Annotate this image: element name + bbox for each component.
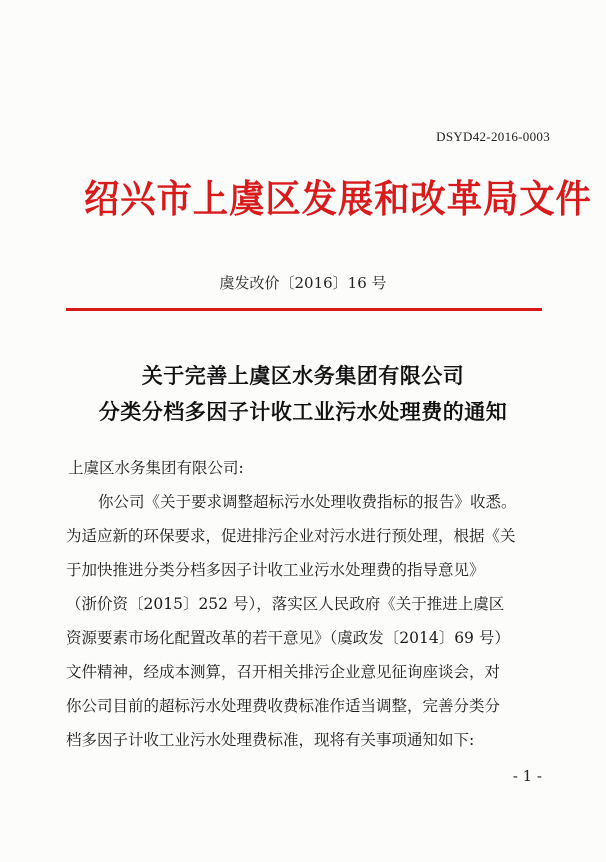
notice-headline-line-2: 分类分档多因子计收工业污水处理费的通知 — [98, 399, 508, 424]
body-text-line: 你公司《关于要求调整超标污水处理收费指标的报告》收悉。 — [98, 493, 517, 511]
body-text-line: 文件精神，经成本测算，召开相关排污企业意见征询座谈会，对 — [66, 663, 501, 681]
notice-headline-line-1: 关于完善上虞区水务集团有限公司 — [141, 363, 465, 388]
body-text-line: （浙价资〔2015〕252 号），落实区人民政府《关于推进上虞区 — [66, 595, 505, 613]
issuing-authority-title: 绍兴市上虞区发展和改革局文件 — [84, 176, 592, 221]
document-number: 虞发改价〔2016〕16 号 — [219, 274, 387, 292]
body-text-line: 你公司目前的超标污水处理费收费标准作适当调整，完善分类分 — [66, 697, 501, 715]
body-text-line: 资源要素市场化配置改革的若干意见》（虞政发〔2014〕69 号） — [66, 629, 510, 647]
page-number: - 1 - — [512, 767, 542, 785]
body-text-line: 档多因子计收工业污水处理费标准，现将有关事项通知如下: — [66, 731, 475, 749]
document-code: DSYD42-2016-0003 — [436, 129, 550, 144]
red-divider-line — [66, 308, 542, 311]
body-text-line: 于加快推进分类分档多因子计收工业污水处理费的指导意见》 — [66, 561, 485, 579]
body-text-line: 为适应新的环保要求，促进排污企业对污水进行预处理，根据《关 — [66, 527, 516, 545]
addressee: 上虞区水务集团有限公司: — [68, 459, 244, 477]
